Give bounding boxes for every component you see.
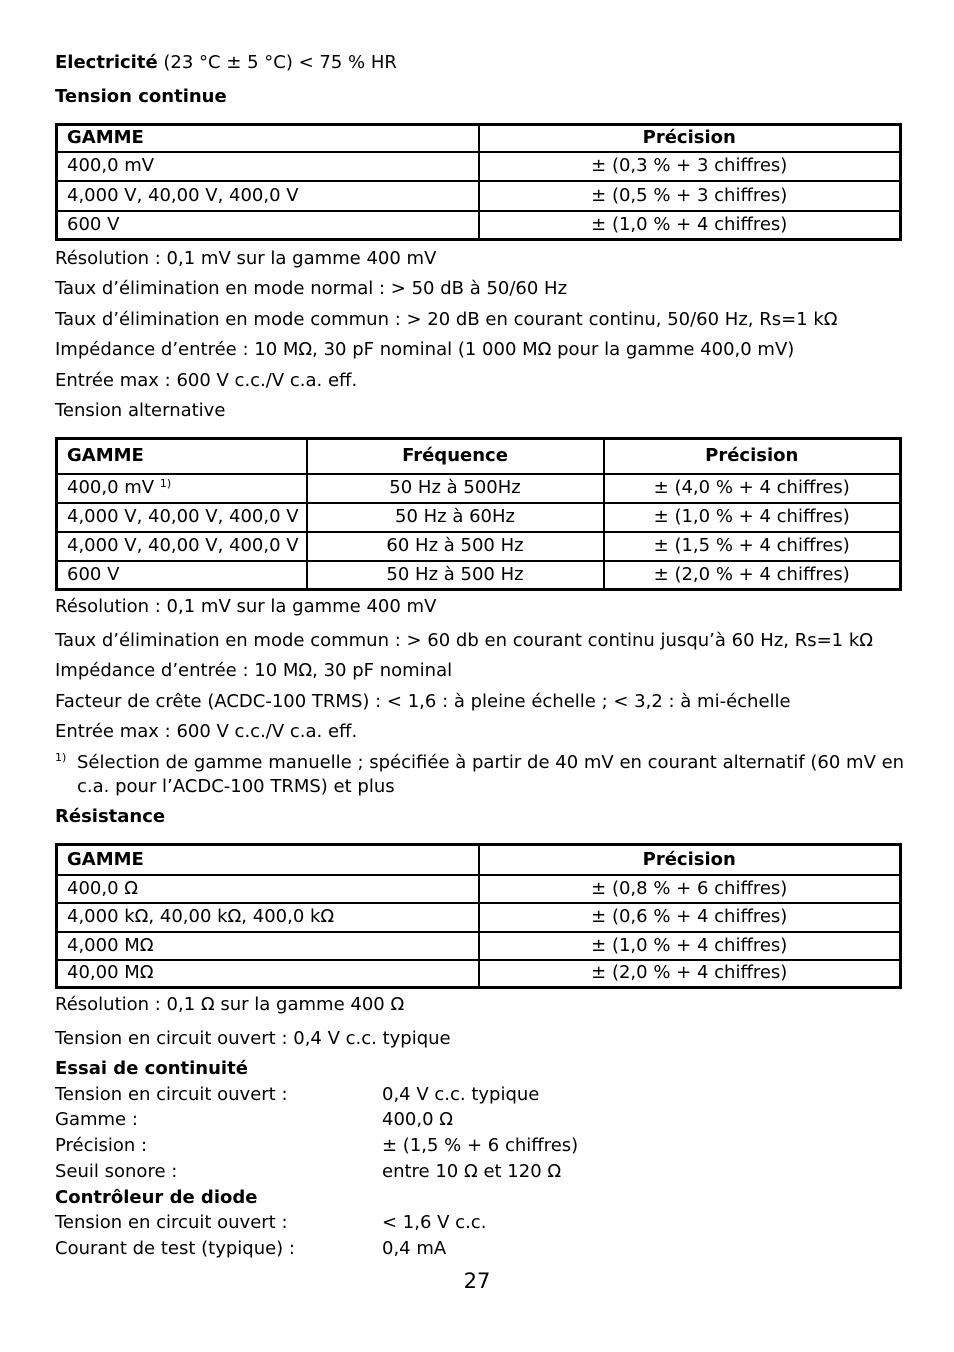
dc-normal-mode-rejection-note: Taux d’élimination en mode normal : > 50 dB à 50/60 Hz [55, 278, 568, 299]
continuity-value: entre 10 Ω et 120 Ω [382, 1161, 562, 1182]
ac-common-mode-rejection-note: Taux d’élimination en mode commun : > 60 db en courant continu jusqu’à 60 Hz, Rs=1 kΩ [55, 630, 874, 651]
table-row [57, 875, 901, 903]
res-open-circuit-note: Tension en circuit ouvert : 0,4 V c.c. typique [55, 1028, 451, 1049]
cell-precision: ± (0,8 % + 6 chiffres) [479, 875, 901, 903]
dc-max-input-note: Entrée max : 600 V c.c./V c.a. eff. [55, 370, 358, 391]
footnote-mark: 1) [55, 751, 67, 764]
tension-alternative-heading: Tension alternative [55, 400, 226, 421]
column-header-gamme: GAMME [57, 125, 479, 152]
ac-input-impedance-note: Impédance d’entrée : 10 MΩ, 30 pF nominal [55, 660, 453, 681]
ac-max-input-note: Entrée max : 600 V c.c./V c.a. eff. [55, 721, 358, 742]
cell-gamme: 4,000 MΩ [57, 932, 479, 960]
cell-frequence: 50 Hz à 500Hz [307, 474, 604, 503]
cell-frequence: 60 Hz à 500 Hz [307, 532, 604, 561]
cell-gamme: 4,000 V, 40,00 V, 400,0 V [57, 181, 479, 211]
table-header-row [57, 125, 901, 152]
continuity-label: Précision : [55, 1135, 148, 1156]
continuity-label: Tension en circuit ouvert : [55, 1084, 288, 1105]
ac-resolution-note: Résolution : 0,1 mV sur la gamme 400 mV [55, 596, 437, 617]
cell-gamme [57, 474, 307, 503]
diode-value: < 1,6 V c.c. [382, 1212, 487, 1233]
table-row [57, 561, 901, 590]
cell-precision: ± (2,0 % + 4 chiffres) [479, 960, 901, 988]
continuity-label: Seuil sonore : [55, 1161, 178, 1182]
cell-gamme: 4,000 V, 40,00 V, 400,0 V [57, 532, 307, 561]
cell-frequence: 50 Hz à 60Hz [307, 503, 604, 532]
continuity-heading: Essai de continuité [55, 1058, 248, 1079]
continuity-label: Gamme : [55, 1109, 138, 1130]
column-header-gamme: GAMME [57, 845, 479, 875]
footnote-text-line-2: c.a. pour l’ACDC-100 TRMS) et plus [77, 776, 395, 797]
cell-gamme: 4,000 V, 40,00 V, 400,0 V [57, 503, 307, 532]
table-row [57, 503, 901, 532]
ac-crest-factor-note: Facteur de crête (ACDC-100 TRMS) : < 1,6 : à pleine échelle ; < 3,2 : à mi-échelle [55, 691, 791, 712]
dc-common-mode-rejection-note: Taux d’élimination en mode commun : > 20 dB en courant continu, 50/60 Hz, Rs=1 kΩ [55, 309, 838, 330]
dc-resolution-note: Résolution : 0,1 mV sur la gamme 400 mV [55, 248, 437, 269]
table-row [57, 960, 901, 988]
footnote-reference: 1) [159, 477, 172, 490]
cell-precision: ± (1,0 % + 4 chiffres) [479, 211, 901, 240]
cell-gamme: 400,0 mV [57, 152, 479, 181]
tension-continue-heading: Tension continue [55, 86, 227, 107]
diode-heading: Contrôleur de diode [55, 1187, 258, 1208]
table-header-row [57, 439, 901, 474]
table-row [57, 181, 901, 211]
cell-precision: ± (0,6 % + 4 chiffres) [479, 903, 901, 932]
cell-gamme: 600 V [57, 211, 479, 240]
cell-precision: ± (1,0 % + 4 chiffres) [604, 503, 901, 532]
ac-voltage-table [55, 437, 902, 591]
section-heading-electricite [55, 54, 397, 72]
page-number: 27 [463, 1269, 491, 1293]
column-header-gamme: GAMME [57, 439, 307, 474]
column-header-precision: Précision [479, 845, 901, 875]
resistance-heading: Résistance [55, 806, 166, 827]
cell-gamme: 40,00 MΩ [57, 960, 479, 988]
column-header-precision: Précision [479, 125, 901, 152]
diode-value: 0,4 mA [382, 1238, 447, 1259]
cell-precision: ± (0,3 % + 3 chiffres) [479, 152, 901, 181]
cell-gamme-text: 400,0 mV [67, 477, 155, 498]
cell-gamme: 4,000 kΩ, 40,00 kΩ, 400,0 kΩ [57, 903, 479, 932]
electricite-label: Electricité [55, 52, 158, 73]
resistance-table [55, 843, 902, 989]
diode-label: Courant de test (typique) : [55, 1238, 295, 1259]
continuity-value: 400,0 Ω [382, 1109, 454, 1130]
res-resolution-note: Résolution : 0,1 Ω sur la gamme 400 Ω [55, 994, 405, 1015]
table-row [57, 474, 901, 503]
table-header-row [57, 845, 901, 875]
cell-precision: ± (1,0 % + 4 chiffres) [479, 932, 901, 960]
column-header-precision: Précision [604, 439, 901, 474]
cell-gamme: 600 V [57, 561, 307, 590]
dc-voltage-table [55, 123, 902, 241]
cell-precision: ± (1,5 % + 4 chiffres) [604, 532, 901, 561]
continuity-value: ± (1,5 % + 6 chiffres) [382, 1135, 579, 1156]
cell-gamme: 400,0 Ω [57, 875, 479, 903]
table-row [57, 152, 901, 181]
table-row [57, 532, 901, 561]
dc-input-impedance-note: Impédance d’entrée : 10 MΩ, 30 pF nominal (1 000 MΩ pour la gamme 400,0 mV) [55, 339, 795, 360]
table-row [57, 211, 901, 240]
cell-precision: ± (4,0 % + 4 chiffres) [604, 474, 901, 503]
table-row [57, 903, 901, 932]
cell-precision: ± (0,5 % + 3 chiffres) [479, 181, 901, 211]
footnote-text-line-1: Sélection de gamme manuelle ; spécifiée à partir de 40 mV en courant alternatif (60 mV en [77, 752, 905, 773]
diode-label: Tension en circuit ouvert : [55, 1212, 288, 1233]
cell-frequence: 50 Hz à 500 Hz [307, 561, 604, 590]
continuity-value: 0,4 V c.c. typique [382, 1084, 540, 1105]
table-row [57, 932, 901, 960]
electricite-conditions: (23 °C ± 5 °C) < 75 % HR [157, 52, 397, 73]
cell-precision: ± (2,0 % + 4 chiffres) [604, 561, 901, 590]
column-header-frequence: Fréquence [307, 439, 604, 474]
